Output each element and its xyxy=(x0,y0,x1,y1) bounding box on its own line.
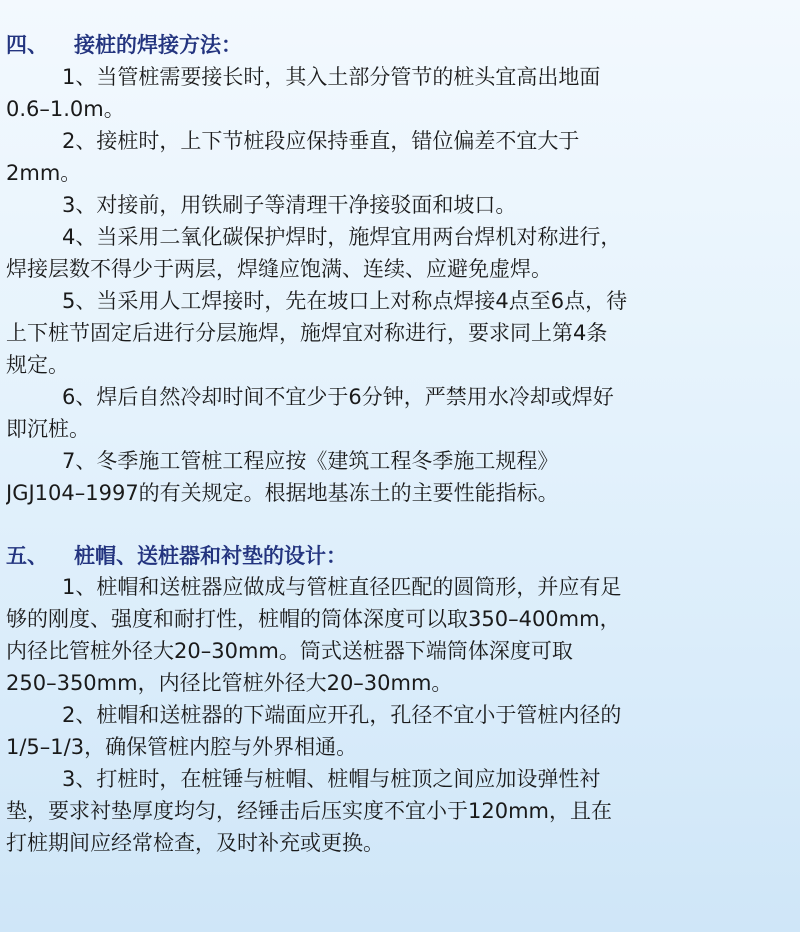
section-4-body xyxy=(6,61,794,509)
section-4-item-4 xyxy=(6,221,794,285)
item-line: 1、桩帽和送桩器应做成与管桩直径匹配的圆筒形，并应有足 xyxy=(62,575,622,599)
section-4-number: 四、 xyxy=(6,33,48,57)
item-line: 垫，要求衬垫厚度均匀，经锤击后压实度不宜小于120mm，且在 xyxy=(6,799,612,823)
item-line: 上下桩节固定后进行分层施焊，施焊宜对称进行，要求同上第4条 xyxy=(6,321,608,345)
section-4-item-1 xyxy=(6,61,794,125)
item-line: 打桩期间应经常检查，及时补充或更换。 xyxy=(6,831,384,855)
item-line: 即沉桩。 xyxy=(6,417,90,441)
item-line: 规定。 xyxy=(6,353,69,377)
section-4-item-2 xyxy=(6,125,794,189)
item-line: 3、对接前，用铁刷子等清理干净接驳面和坡口。 xyxy=(62,193,517,217)
item-line: 1/5–1/3，确保管桩内腔与外界相通。 xyxy=(6,735,358,759)
item-line: JGJ104–1997的有关规定。根据地基冻土的主要性能指标。 xyxy=(6,481,559,505)
item-line: 2mm。 xyxy=(6,161,82,185)
section-4-item-7 xyxy=(6,445,794,509)
item-line: 2、桩帽和送桩器的下端面应开孔，孔径不宜小于管桩内径的 xyxy=(62,703,622,727)
section-4-item-3 xyxy=(6,189,794,221)
item-line: 3、打桩时，在桩锤与桩帽、桩帽与桩顶之间应加设弹性衬 xyxy=(62,767,601,791)
item-line: 内径比管桩外径大20–30mm。筒式送桩器下端筒体深度可取 xyxy=(6,639,573,663)
section-4-title: 接桩的焊接方法： xyxy=(74,33,242,57)
item-line: 1、当管桩需要接长时，其入土部分管节的桩头宜高出地面 xyxy=(62,65,601,89)
item-line: 6、焊后自然冷却时间不宜少于6分钟，严禁用水冷却或焊好 xyxy=(62,385,614,409)
section-spacer xyxy=(6,509,794,543)
item-line: 250–350mm，内径比管桩外径大20–30mm。 xyxy=(6,671,453,695)
item-line: 7、冬季施工管桩工程应按《建筑工程冬季施工规程》 xyxy=(62,449,559,473)
item-line: 够的刚度、强度和耐打性，桩帽的筒体深度可以取350–400mm， xyxy=(6,607,621,631)
section-4-item-5 xyxy=(6,285,794,381)
item-line: 2、接桩时，上下节桩段应保持垂直，错位偏差不宜大于 xyxy=(62,129,580,153)
section-4-item-6 xyxy=(6,381,794,445)
section-5-heading xyxy=(6,543,794,569)
section-5-item-3 xyxy=(6,763,794,859)
section-5-number: 五、 xyxy=(6,544,48,568)
item-line: 焊接层数不得少于两层，焊缝应饱满、连续、应避免虚焊。 xyxy=(6,257,552,281)
section-5-item-1 xyxy=(6,571,794,699)
item-line: 4、当采用二氧化碳保护焊时，施焊宜用两台焊机对称进行， xyxy=(62,225,622,249)
section-4-heading xyxy=(6,32,794,58)
item-line: 0.6–1.0m。 xyxy=(6,97,125,121)
section-5-title: 桩帽、送桩器和衬垫的设计： xyxy=(74,544,347,568)
section-5-body xyxy=(6,571,794,859)
item-line: 5、当采用人工焊接时，先在坡口上对称点焊接4点至6点，待 xyxy=(62,289,628,313)
section-5-item-2 xyxy=(6,699,794,763)
